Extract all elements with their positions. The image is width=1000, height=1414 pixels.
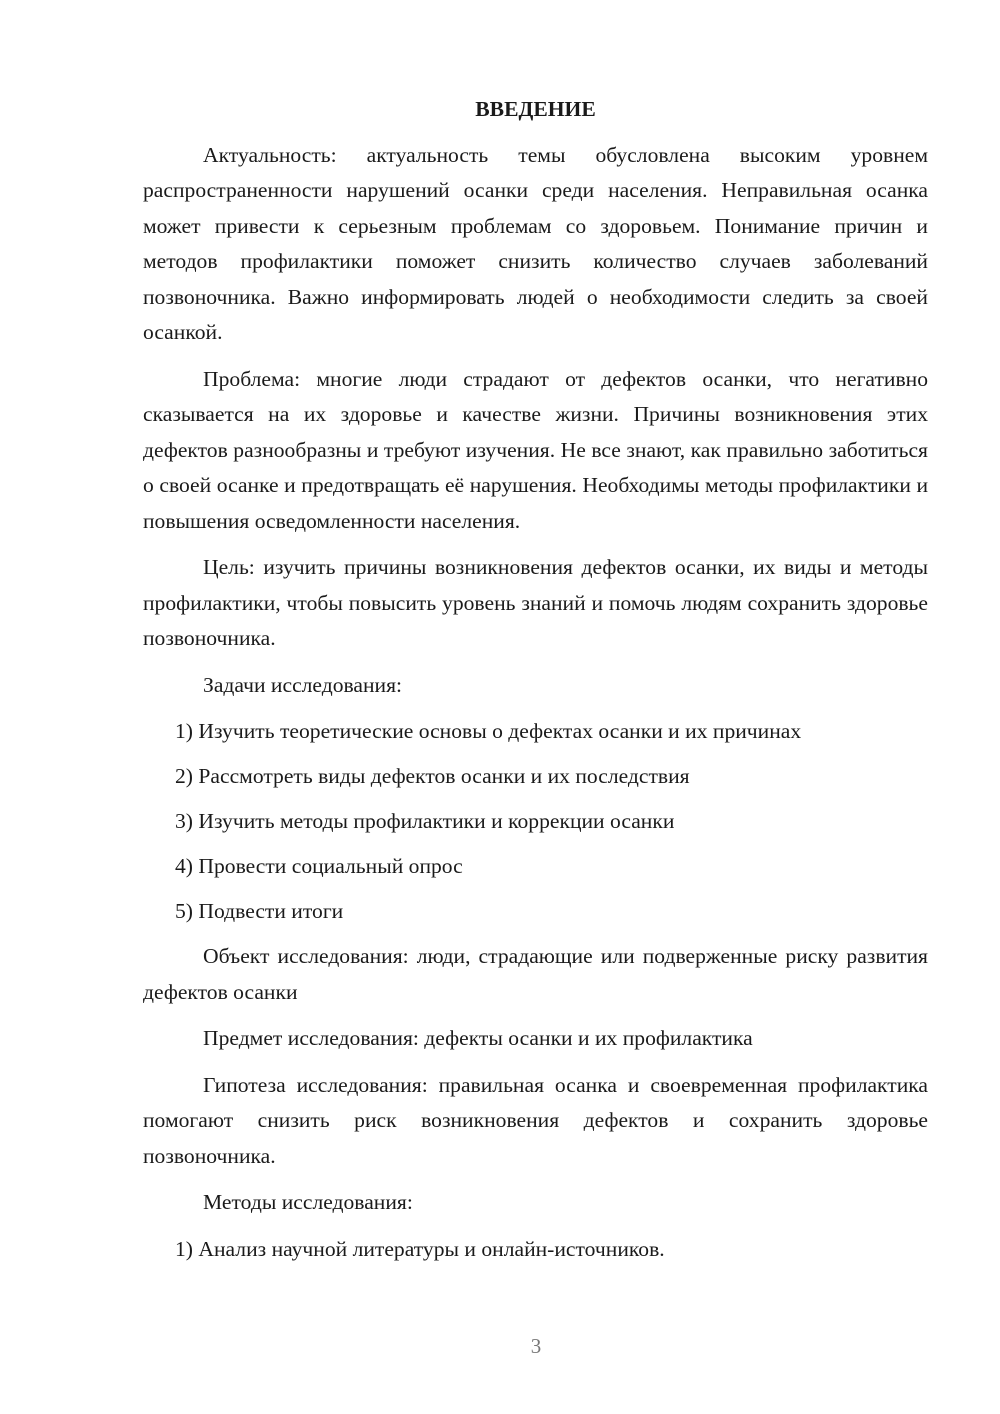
paragraph-relevance: Актуальность: актуальность темы обусловлена высоким уровнем распространенности нарушений осанки среди населения. Неправильная осанка может привести к серьезным проблемам со здоровьем. Понимание причин и методов профилактики поможет снизить количество случаев заболеваний позвоночника. Важно информировать людей о необходимости следить за своей осанкой. (143, 142, 928, 344)
list-item: 4) Провести социальный опрос (175, 854, 463, 878)
paragraph-object: Объект исследования: люди, страдающие или подверженные риску развития дефектов осанки (143, 944, 928, 1004)
list-item: 2) Рассмотреть виды дефектов осанки и их последствия (175, 764, 690, 788)
paragraph-problem: Проблема: многие люди страдают от дефектов осанки, что негативно сказывается на их здоровье и качестве жизни. Причины возникновения этих дефектов разнообразны и требуют изучения. Не все знают, как правильно заботиться о своей осанке и предотвращать её нарушения. Необходимы методы профилактики и повышения осведомленности населения. (143, 366, 928, 533)
paragraph-methods-heading: Методы исследования: (203, 1190, 413, 1214)
paragraph-goal: Цель: изучить причины возникновения дефектов осанки, их виды и методы профилактики, чтобы повысить уровень знаний и помочь людям сохранить здоровье позвоночника. (143, 555, 928, 650)
list-item: 1) Изучить теоретические основы о дефектах осанки и их причинах (175, 719, 802, 743)
paragraph-hypothesis: Гипотеза исследования: правильная осанка и своевременная профилактика помогают снизить риск возникновения дефектов и сохранить здоровье позвоночника. (143, 1072, 928, 1168)
tasks-list (143, 714, 928, 930)
list-item: 3) Изучить методы профилактики и коррекции осанки (175, 809, 675, 833)
list-item: 5) Подвести итоги (175, 899, 344, 923)
page-number: 3 (530, 1334, 542, 1358)
paragraph-tasks-heading: Задачи исследования: (203, 672, 403, 697)
paragraph-subject: Предмет исследования: дефекты осанки и их профилактика (203, 1026, 753, 1050)
page-title: ВВЕДЕНИЕ (475, 97, 596, 121)
page-content (143, 92, 928, 1277)
list-item: 1) Анализ научной литературы и онлайн-источников. (175, 1236, 665, 1261)
methods-list (143, 1232, 928, 1268)
